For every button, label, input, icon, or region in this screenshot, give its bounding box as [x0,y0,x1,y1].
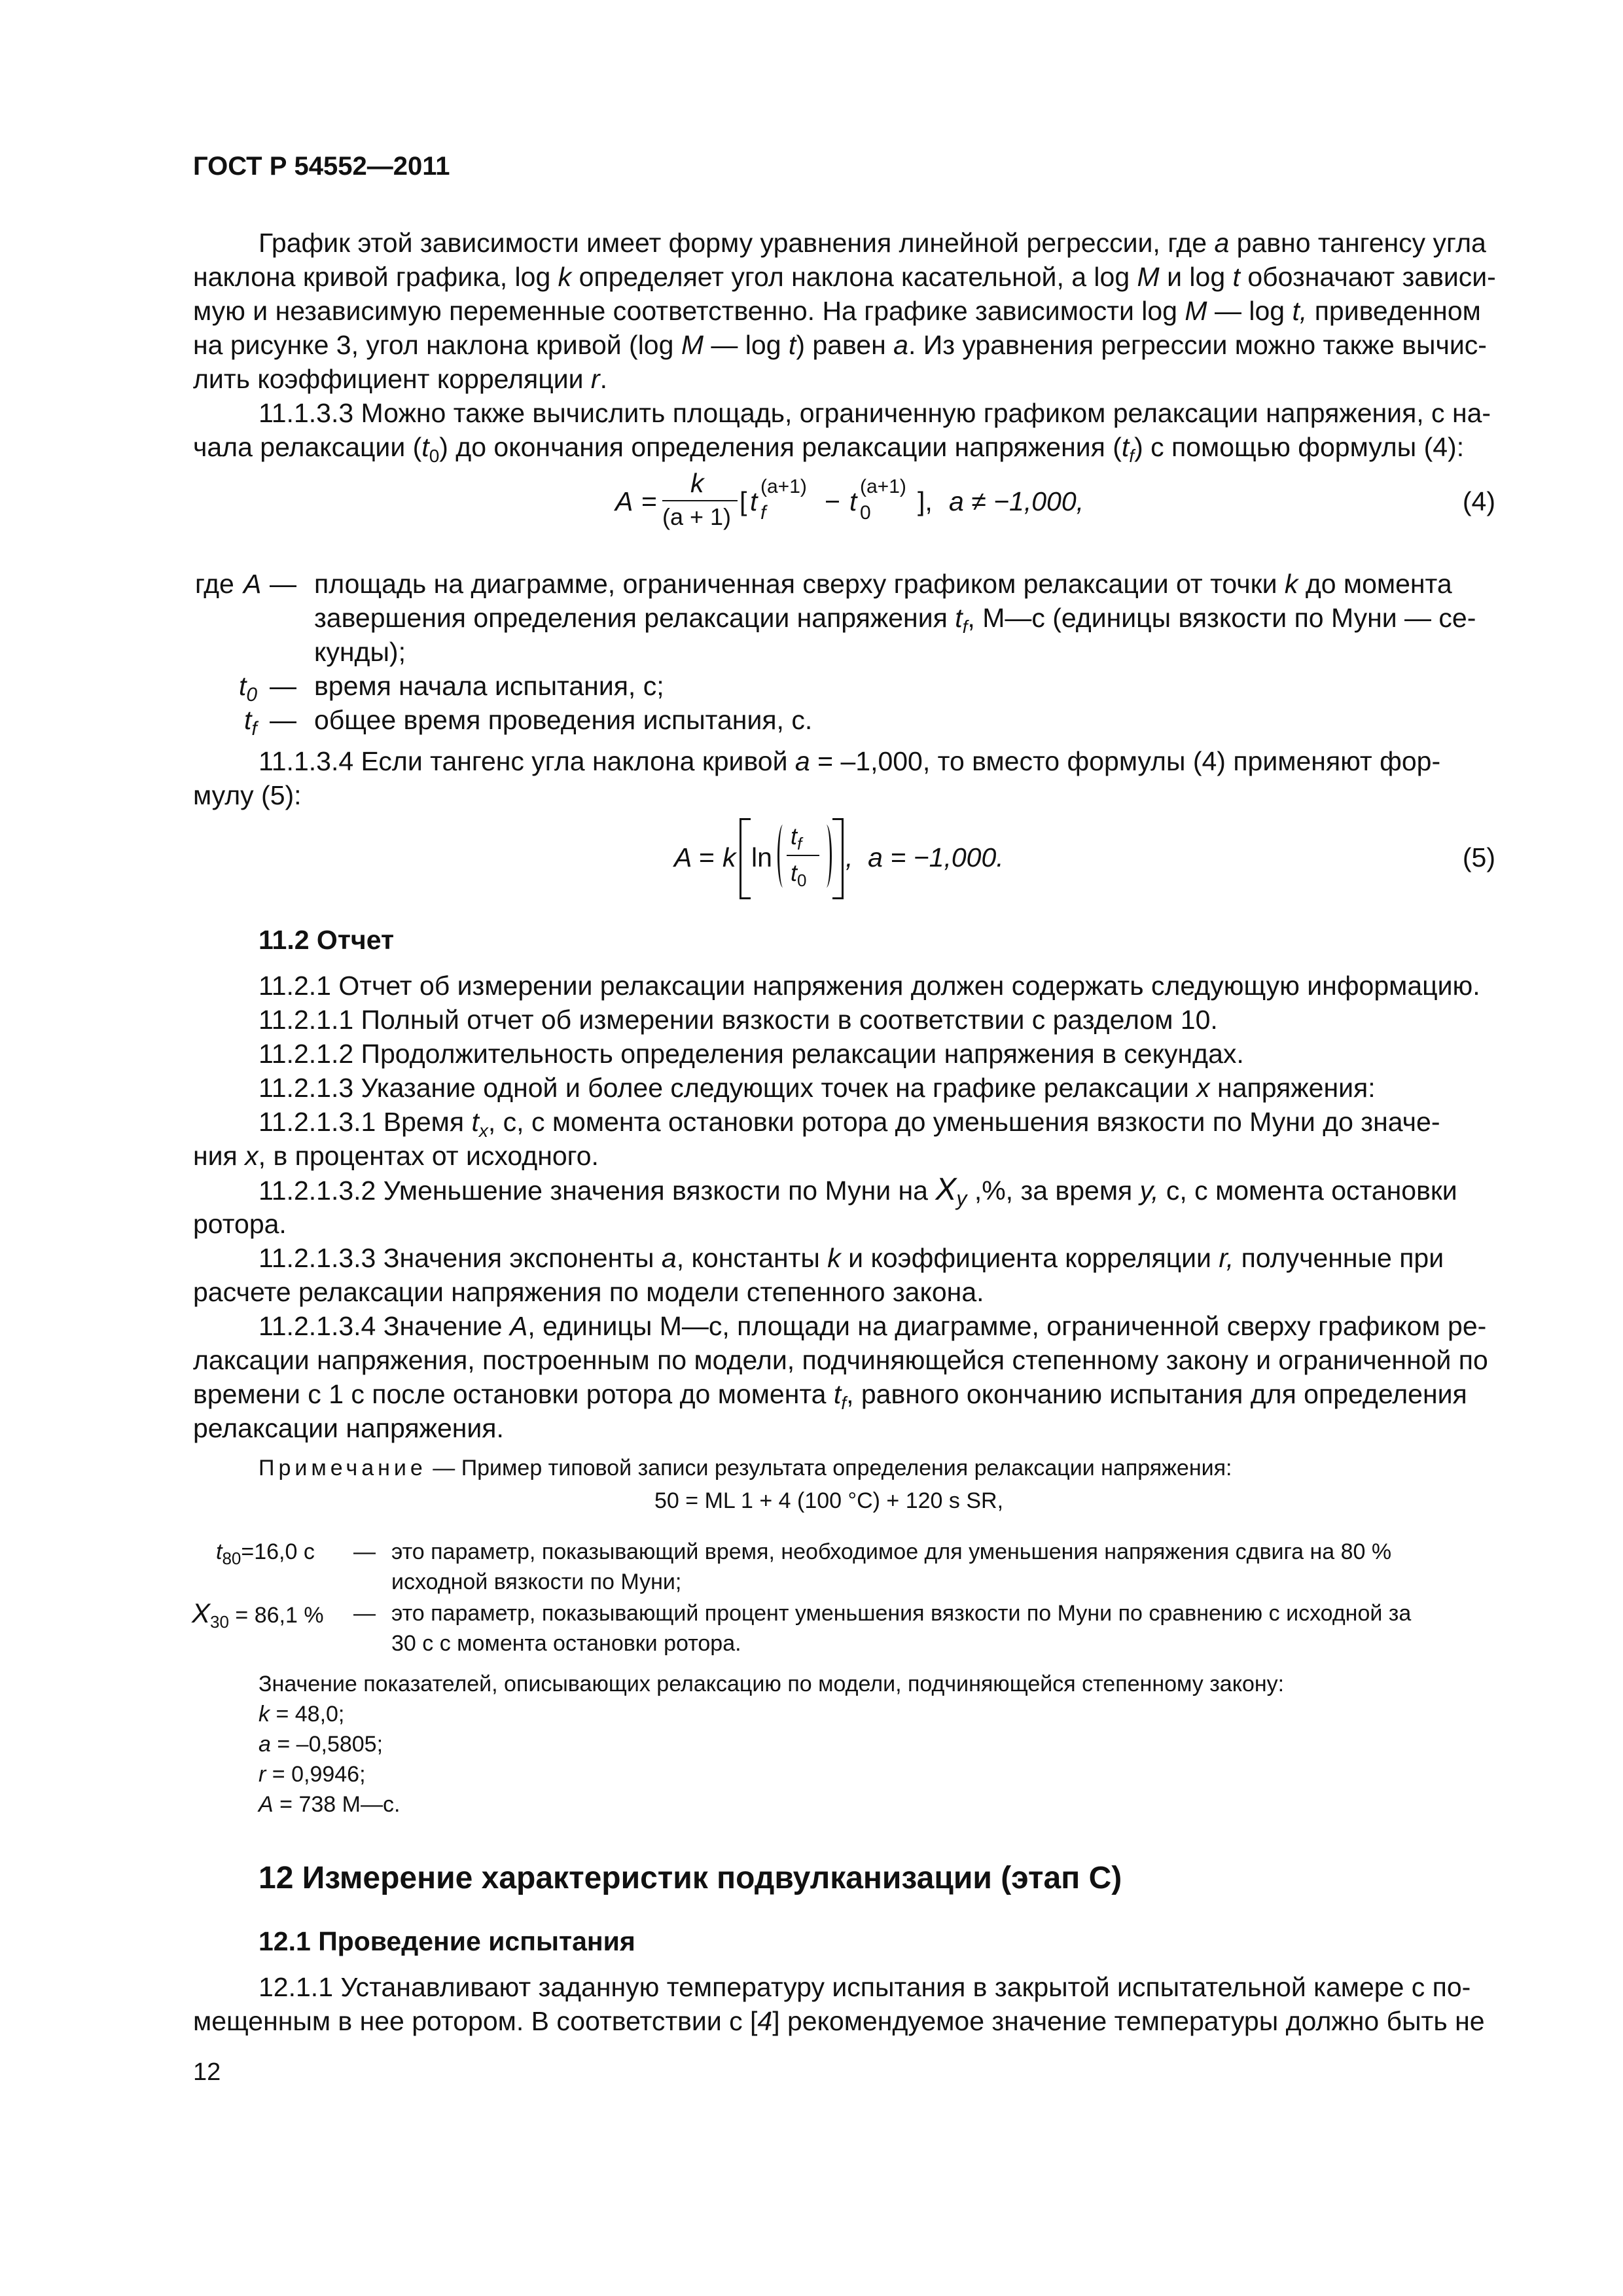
equation-5: A = k ln $t_f$ $t_0$ , a = −1,000. [674,818,1067,903]
note-line: Примечание — Пример типовой записи результата определения релаксации напряжения: [259,1456,1232,1480]
s11134-line-1: 11.1.3.4 Если тангенс угла наклона кривой a = –1,000, то вместо формулы (4) применяют фор- [259,746,1441,776]
paren-left [777,825,789,888]
intro-line-1: График этой зависимости имеет форму уравнения линейной регрессии, где a равно тангенсу угла [259,228,1486,258]
section-11-2-title: 11.2 Отчет [259,925,395,955]
intro-line-3: мую и независимую переменные соответственно. На графике зависимости log M — log t, приведенном [193,296,1481,326]
note-def-x30-dash: — [353,1601,376,1626]
equation-4: A = k (a + 1) [ t (a+1) f − t (a+1) 0 ], a ≠ −1,000, [615,468,1084,530]
s12-line-1: 12.1.1 Устанавливают заданную температуру испытания в закрытой испытательной камере с по- [259,1972,1471,2002]
page-number: 12 [193,2058,221,2086]
note-def-t80-dash: — [353,1539,376,1564]
s112-line-6: ния x, в процентах от исходного. [193,1141,599,1171]
intro-line-2: наклона кривой графика, log k определяет угол наклона касательной, а log M и log t обозначают зависи- [193,262,1496,292]
s112-line-2: 11.2.1.1 Полный отчет об измерении вязкости в соответствии с разделом 10. [259,1005,1218,1035]
note-values-intro: Значение показателей, описывающих релаксацию по модели, подчиняющейся степенному закону: [259,1672,1285,1696]
note-def-x30: $X_{30} = 86,1$ % [192,1598,324,1632]
s112-line-8: ротора. [193,1209,287,1239]
note-value-A: A = 738 М—с. [259,1792,401,1817]
def-A-symbol: A [243,569,262,599]
def-A-dash: — [270,569,296,599]
def-tf-text: общее время проведения испытания, с. [314,705,813,735]
def-A-line-3: кунды); [314,637,406,667]
s11134-line-2: мулу (5): [193,780,302,810]
s112-line-7: 11.2.1.3.2 Уменьшение значения вязкости по Муни на $X_y$ ,%, за время y, с, с момента остановки [259,1172,1457,1211]
intro-line-5: лить коэффициент корреляции r. [193,364,607,394]
s112-line-14: релаксации напряжения. [193,1413,504,1443]
bracket-left [740,818,751,899]
s12-line-2: мещенным в нее ротором. В соответствии с [4] рекомендуемое значение температуры должно быть не [193,2006,1485,2036]
note-def-x30-line-1: это параметр, показывающий процент уменьшения вязкости по Муни по сравнению с исходной за [391,1601,1412,1626]
note-value-r: r = 0,9946; [259,1762,366,1787]
def-A-line-2: завершения определения релаксации напряжения $t_f$, М—с (единицы вязкости по Муни — се- [314,603,1476,637]
s112-line-3: 11.2.1.2 Продолжительность определения релаксации напряжения в секундах. [259,1039,1244,1069]
s112-line-5: 11.2.1.3.1 Время $t_x$, с, с момента остановки ротора до уменьшения вязкости по Муни до значе- [259,1107,1440,1141]
section-12-1-title: 12.1 Проведение испытания [259,1926,635,1956]
s112-line-4: 11.2.1.3 Указание одной и более следующих точек на графике релаксации x напряжения: [259,1073,1376,1103]
s11133-line-1: 11.1.3.3 Можно также вычислить площадь, ограниченную графиком релаксации напряжения, с на- [259,398,1491,428]
s112-line-10: расчете релаксации напряжения по модели степенного закона. [193,1277,984,1307]
s112-line-1: 11.2.1 Отчет об измерении релаксации напряжения должен содержать следующую информацию. [259,971,1480,1001]
def-t0-text: время начала испытания, с; [314,671,664,701]
s112-line-12: лаксации напряжения, построенным по модели, подчиняющейся степенному закону и ограниченной по [193,1345,1488,1375]
section-12-title: 12 Измерение характеристик подвулканизации (этап С) [259,1861,1122,1895]
s112-line-13: времени с 1 с после остановки ротора до момента $t_f$, равного окончанию испытания для определения [193,1379,1467,1414]
bracket-right [832,818,844,899]
note-value-a: a = –0,5805; [259,1732,383,1757]
def-A-line-1: площадь на диаграмме, ограниченная сверху графиком релаксации от точки k до момента [314,569,1452,599]
note-def-t80-line-2: исходной вязкости по Муни; [391,1570,682,1594]
note-def-t80-line-1: это параметр, показывающий время, необходимое для уменьшения напряжения сдвига на 80 % [391,1539,1392,1564]
def-t0-dash: — [270,671,296,701]
def-t0-symbol: $t_0$ [239,671,258,706]
defs-where: где [195,569,234,599]
note-def-t80: $t_{80}=16,0$ с [216,1539,315,1568]
s112-line-9: 11.2.1.3.3 Значения экспоненты a, константы k и коэффициента корреляции r, полученные при [259,1243,1444,1273]
note-def-x30-line-2: 30 с с момента остановки ротора. [391,1631,741,1656]
intro-line-4: на рисунке 3, угол наклона кривой (log M — log t) равен a. Из уравнения регрессии можно также вычис- [193,330,1487,360]
s11133-line-2: чала релаксации $(t_0)$ до окончания определения релаксации напряжения $(t_f)$ с помощью формулы (4): [193,432,1465,467]
equation-5-number: (5) [1462,842,1495,872]
def-tf-dash: — [270,705,296,735]
s112-line-11: 11.2.1.3.4 Значение A, единицы М—с, площади на диаграмме, ограниченной сверху графиком ре- [259,1311,1487,1341]
note-value-k: k = 48,0; [259,1702,345,1727]
note-formula: 50 = ML 1 + 4 (100 °C) + 120 s SR, [654,1488,1004,1513]
paren-right [821,825,832,888]
def-tf-symbol: $t_f$ [244,705,257,740]
equation-4-number: (4) [1462,486,1495,516]
standard-header: ГОСТ Р 54552—2011 [193,152,450,181]
